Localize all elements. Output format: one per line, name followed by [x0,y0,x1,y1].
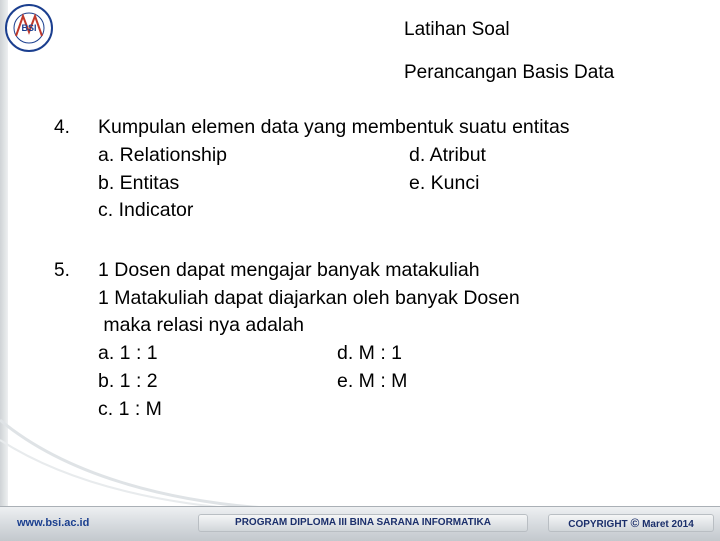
copyright-label: COPYRIGHT [568,519,628,530]
copyright-symbol: © [630,516,640,530]
footer-program-name: PROGRAM DIPLOMA III BINA SARANA INFORMATIKA [198,514,528,532]
answer-option-e: e. Kunci [409,172,480,194]
question-text: Kumpulan elemen data yang membentuk suatu entitas [98,116,570,138]
footer-url: www.bsi.ac.id [17,517,90,529]
answer-option-d: d. M : 1 [337,342,403,364]
question-text: 1 Matakuliah dapat diajarkan oleh banyak Dosen [98,287,520,309]
answer-option-a: a. Relationship [98,144,227,166]
question-number: 5. [54,260,70,281]
answer-option-b: b. Entitas [98,172,180,194]
page-title: Latihan Soal [404,19,510,40]
question-text: 1 Dosen dapat mengajar banyak matakuliah [98,259,480,281]
answer-option-c: c. 1 : M [98,398,162,420]
logo-text: BSI [21,23,37,33]
answer-option-d: d. Atribut [409,144,486,166]
question-number: 4. [54,117,70,138]
left-decorative-bar [0,0,8,506]
answer-option-c: c. Indicator [98,199,194,221]
footer-bar [0,506,720,541]
copyright-date: Maret 2014 [642,519,694,530]
answer-option-a: a. 1 : 1 [98,342,158,364]
answer-option-e: e. M : M [337,370,408,392]
page-subtitle: Perancangan Basis Data [404,62,615,83]
footer-copyright [548,514,714,532]
answer-option-b: b. 1 : 2 [98,370,158,392]
bsi-logo [4,2,54,54]
question-text: maka relasi nya adalah [98,314,304,336]
